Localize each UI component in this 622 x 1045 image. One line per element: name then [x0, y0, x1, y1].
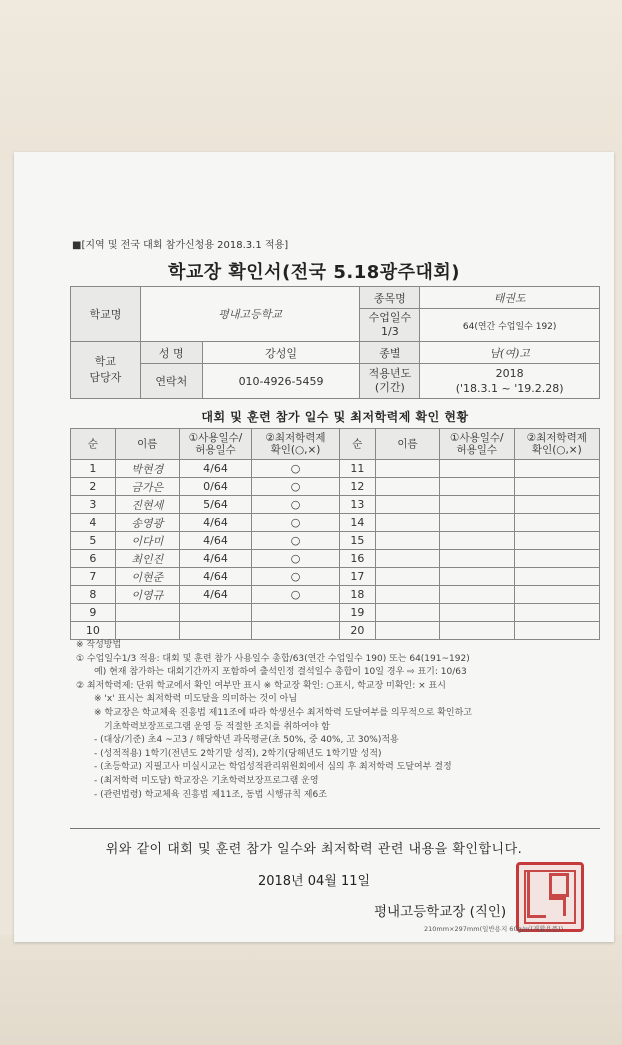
row-check-2	[514, 514, 599, 532]
row-days	[179, 604, 252, 622]
table-row	[71, 604, 600, 622]
table-row	[71, 550, 600, 568]
row-name-2	[375, 460, 439, 478]
row-days-2	[439, 478, 514, 496]
school-label: 학교명	[71, 287, 141, 342]
row-name-2	[375, 478, 439, 496]
paper-spec: 210mm×297mm(일반용지 60g/㎡(재활용품))	[424, 925, 564, 933]
row-name-2	[375, 550, 439, 568]
col-check-line2: 확인(○,×)	[270, 444, 321, 456]
info-table	[70, 286, 600, 399]
row-name: 송영광	[115, 514, 179, 532]
note-line: - (최저학력 미도달) 학교장은 기초학력보장프로그램 운영	[94, 775, 319, 786]
row-no: 4	[71, 514, 116, 532]
row-check: ○	[252, 460, 339, 478]
row-name	[115, 604, 179, 622]
sport-value: 태권도	[420, 287, 600, 309]
col-check-line1: ②최저학력제	[265, 432, 326, 444]
contact-value: 010-4926-5459	[202, 364, 360, 399]
document-title: 학교장 확인서(전국 5.18광주대회)	[167, 262, 461, 283]
row-name-2	[375, 532, 439, 550]
row-days-2	[439, 550, 514, 568]
row-days-2	[439, 622, 514, 640]
row-days-2	[439, 460, 514, 478]
row-no-2: 13	[339, 496, 375, 514]
row-check-2	[514, 496, 599, 514]
col-no-2: 순	[339, 429, 375, 460]
row-name-2	[375, 496, 439, 514]
divider	[70, 828, 600, 829]
table-row	[71, 478, 600, 496]
row-no-2: 12	[339, 478, 375, 496]
row-no-2: 18	[339, 586, 375, 604]
school-value: 평내고등학교	[140, 287, 360, 342]
period-range: ('18.3.1 ~ '19.2.28)	[455, 382, 564, 395]
note-line: ※ 작성방법	[76, 640, 122, 650]
row-name-2	[375, 604, 439, 622]
table-row	[71, 460, 600, 478]
row-name-2	[375, 568, 439, 586]
row-no-2: 20	[339, 622, 375, 640]
row-days-2	[439, 604, 514, 622]
row-check-2	[514, 460, 599, 478]
row-days: 4/64	[179, 460, 252, 478]
class-days-value: 64(연간 수업일수 192)	[420, 309, 600, 342]
row-check-2	[514, 550, 599, 568]
row-no: 5	[71, 532, 116, 550]
period-label	[360, 364, 420, 399]
name-label: 성 명	[140, 342, 202, 364]
table-row	[71, 622, 600, 640]
row-no-2: 19	[339, 604, 375, 622]
row-check: ○	[252, 496, 339, 514]
note-line: - (성적적용) 1학기(전년도 2학기말 성적), 2학기(당해년도 1학기말 성적)	[94, 748, 382, 759]
table-row	[71, 568, 600, 586]
teacher-label	[71, 342, 141, 399]
row-check-2	[514, 568, 599, 586]
col-check	[252, 429, 339, 460]
table-row	[71, 496, 600, 514]
row-no-2: 17	[339, 568, 375, 586]
teacher-label-line1: 학교	[94, 355, 117, 368]
seal-glyph	[549, 897, 566, 916]
official-seal-stamp	[516, 862, 584, 932]
issue-date: 2018년 04월 11일	[257, 874, 371, 889]
row-name: 이영규	[115, 586, 179, 604]
col-name-2: 이름	[375, 429, 439, 460]
table-row	[71, 586, 600, 604]
period-year: 2018	[495, 367, 524, 380]
table-row	[71, 514, 600, 532]
row-no: 6	[71, 550, 116, 568]
period-label-line1: 적용년도	[368, 367, 412, 380]
row-no: 7	[71, 568, 116, 586]
col-check-2	[514, 429, 599, 460]
row-no: 9	[71, 604, 116, 622]
row-check: ○	[252, 586, 339, 604]
row-no: 1	[71, 460, 116, 478]
row-no: 8	[71, 586, 116, 604]
row-name-2	[375, 622, 439, 640]
table-header-row	[71, 429, 600, 460]
row-check: ○	[252, 532, 339, 550]
row-check	[252, 604, 339, 622]
row-no-2: 16	[339, 550, 375, 568]
col-check-2-line1: ②최저학력제	[526, 432, 587, 444]
row-name: 최인진	[115, 550, 179, 568]
row-no-2: 14	[339, 514, 375, 532]
gender-label: 종별	[360, 342, 420, 364]
row-no: 2	[71, 478, 116, 496]
row-name: 이현준	[115, 568, 179, 586]
row-check-2	[514, 478, 599, 496]
row-name	[115, 622, 179, 640]
table-row	[71, 532, 600, 550]
row-days: 4/64	[179, 514, 252, 532]
instructions	[76, 639, 601, 802]
header-note: ■[지역 및 전국 대회 참가신청용 2018.3.1 적용]	[72, 240, 289, 251]
row-name-2	[375, 514, 439, 532]
note-line: - (대상/기준) 초4 ~고3 / 해당학년 과목평균(초 50%, 중 40%, 고 30%)적용	[94, 735, 399, 746]
row-no-2: 11	[339, 460, 375, 478]
row-check-2	[514, 622, 599, 640]
row-days: 0/64	[179, 478, 252, 496]
col-name: 이름	[115, 429, 179, 460]
principal-signature-line: 평내고등학교장 (직인)	[374, 904, 507, 920]
seal-glyph	[527, 871, 546, 918]
row-check: ○	[252, 478, 339, 496]
row-days: 4/64	[179, 568, 252, 586]
note-line: 기초학력보장프로그램 운영 등 적절한 조치를 취하여야 함	[104, 721, 330, 732]
row-name: 이다미	[115, 532, 179, 550]
desk-background-top	[0, 0, 622, 160]
row-no: 10	[71, 622, 116, 640]
col-days-2-line2: 허용일수	[456, 444, 498, 456]
row-check-2	[514, 532, 599, 550]
row-days	[179, 622, 252, 640]
col-no: 순	[71, 429, 116, 460]
row-name: 박현경	[115, 460, 179, 478]
row-check	[252, 622, 339, 640]
note-line: ② 최저학력제: 단위 학교에서 확인 여부만 표시 ※ 학교장 확인: ○표시, 학교장 미확인: × 표시	[76, 680, 446, 691]
seal-glyph	[549, 873, 569, 897]
confirmation-text: 위와 같이 대회 및 훈련 참가 일수와 최저학력 관련 내용을 확인합니다.	[105, 842, 523, 857]
row-days: 4/64	[179, 532, 252, 550]
col-days	[179, 429, 252, 460]
gender-value: 남(여)고	[420, 342, 600, 364]
participation-table	[70, 428, 600, 640]
row-days: 4/64	[179, 586, 252, 604]
note-line: - (초등학교) 지필고사 미실시교는 학업성적관리위원회에서 심의 후 최저학력 도달여부 결정	[94, 762, 452, 773]
document-paper	[14, 152, 614, 942]
sport-label: 종목명	[360, 287, 420, 309]
col-days-line2: 허용일수	[195, 444, 236, 456]
row-check: ○	[252, 568, 339, 586]
row-name: 진현세	[115, 496, 179, 514]
note-line: ① 수업일수1/3 적용: 대회 및 훈련 참가 사용일수 총합/63(연간 수업일수 190) 또는 64(191~192)	[76, 653, 470, 664]
row-check: ○	[252, 550, 339, 568]
col-days-2	[439, 429, 514, 460]
contact-label: 연락처	[140, 364, 202, 399]
row-days: 4/64	[179, 550, 252, 568]
note-line: 예) 현재 참가하는 대회기간까지 포함하여 출석인정 결석일수 총합이 10일 경우 ⇨ 표기: 10/63	[94, 667, 467, 678]
teacher-label-line2: 담당자	[89, 371, 122, 384]
class-days-label: 수업일수 1/3	[360, 309, 420, 342]
name-value: 강성일	[202, 342, 360, 364]
row-days-2	[439, 496, 514, 514]
row-check: ○	[252, 514, 339, 532]
col-days-line1: ①사용일수/	[188, 432, 243, 444]
note-line: ※ 'x' 표시는 최저학력 미도달을 의미하는 것이 아님	[94, 694, 298, 705]
period-value	[420, 364, 600, 399]
row-check-2	[514, 604, 599, 622]
row-days-2	[439, 568, 514, 586]
row-days-2	[439, 514, 514, 532]
row-days-2	[439, 586, 514, 604]
period-label-line2: (기간)	[374, 381, 405, 394]
row-no-2: 15	[339, 532, 375, 550]
desk-background-bottom	[0, 935, 622, 1045]
row-name-2	[375, 586, 439, 604]
col-days-2-line1: ①사용일수/	[450, 432, 504, 444]
section-title: 대회 및 훈련 참가 일수 및 최저학력제 확인 현황	[201, 410, 469, 424]
note-line: - (관련법령) 학교체육 진흥법 제11조, 동법 시행규칙 제6조	[94, 789, 327, 800]
note-line: ※ 학교장은 학교체육 진흥법 제11조에 따라 학생선수 최저학력 도달여부를 의무적으로 확인하고	[94, 707, 472, 718]
row-days-2	[439, 532, 514, 550]
row-no: 3	[71, 496, 116, 514]
col-check-2-line2: 확인(○,×)	[531, 444, 582, 456]
row-days: 5/64	[179, 496, 252, 514]
row-check-2	[514, 586, 599, 604]
row-name: 금가은	[115, 478, 179, 496]
